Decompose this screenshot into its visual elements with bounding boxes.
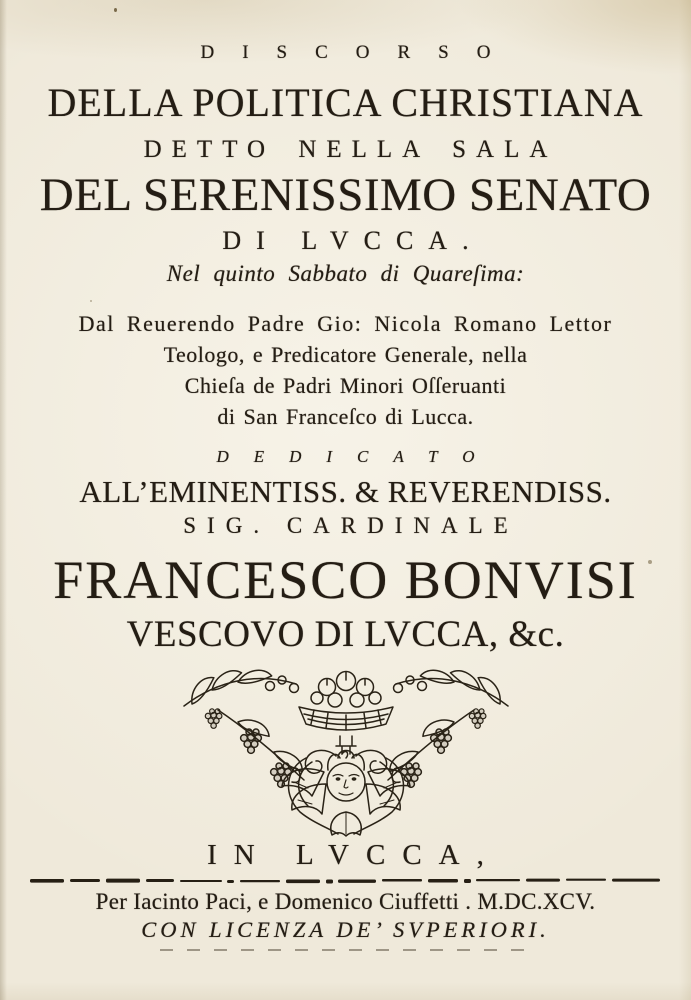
author-line-2: Teologo, e Predicatore Generale, nella: [163, 342, 528, 367]
imprint-place: IN LVCCA,: [207, 839, 501, 871]
license-underline-dashes: [160, 949, 532, 951]
dedicatee-name: FRANCESCO BONVISI: [53, 550, 638, 610]
cherub-fruit-basket-ornament-icon: [0, 660, 691, 843]
title-line-detto-nella: DETTO NELLA SALA: [143, 136, 558, 163]
dedication-word: DEDICATO: [216, 447, 500, 466]
title-line-di-lucca: DI LVCCA.: [222, 226, 484, 255]
paper-speck: [90, 300, 92, 302]
dedicatee-title: VESCOVO DI LVCCA, &c.: [126, 614, 565, 655]
license-line: CON LICENZA DE’ SVPERIORI.: [141, 917, 550, 942]
paper-speck: [648, 560, 652, 564]
author-line-4: di San Franceſco di Lucca.: [217, 404, 474, 429]
dedication-line-1: ALL’EMINENTISS. & REVERENDISS.: [79, 474, 612, 509]
paper-speck: [114, 8, 117, 12]
author-line-3: Chieſa de Padri Minori Oſſeruanti: [184, 373, 507, 398]
occasion-line: Nel quinto Sabbato di Quareſima:: [166, 261, 525, 286]
dedication-line-2: SIG. CARDINALE: [183, 513, 519, 538]
author-line-1: Dal Reuerendo Padre Gio: Nicola Romano Lettor: [78, 311, 613, 336]
title-line-discorso: DISCORSO: [200, 42, 519, 63]
title-line-della-politica: DELLA POLITICA CHRISTIANA: [47, 80, 644, 125]
title-line-serenissimo: DEL SERENISSIMO SENATO: [39, 169, 652, 221]
imprint-publisher-line: Per Iacinto Paci, e Domenico Ciuffetti . M.DC.XCV.: [95, 889, 596, 914]
printers-rule-divider: [30, 874, 662, 886]
